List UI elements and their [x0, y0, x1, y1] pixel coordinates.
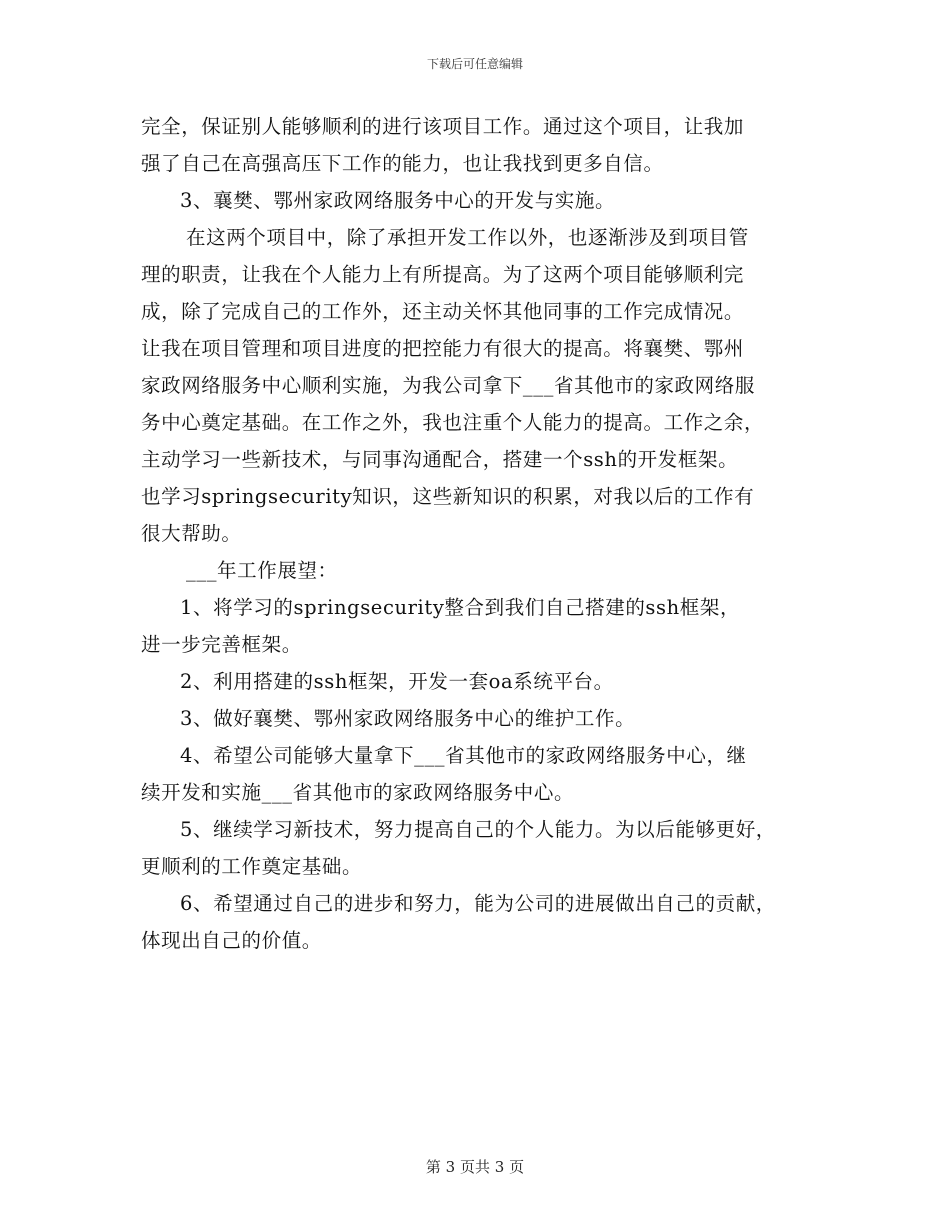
text-line: ___年工作展望：: [186, 559, 338, 582]
text-line: 主动学习一些新技术，与同事沟通配合，搭建一个ssh的开发框架。: [141, 448, 739, 471]
paragraph: [141, 219, 821, 552]
page-footer: 第 3 页共 3 页: [425, 1158, 525, 1176]
list-item: [141, 589, 821, 663]
text-line: 让我在项目管理和项目进度的把控能力有很大的提高。将襄樊、鄂州: [141, 337, 745, 360]
paragraph: [141, 108, 821, 182]
text-line: 续开发和实施___省其他市的家政网络服务中心。: [141, 781, 575, 804]
text-line: 进一步完善框架。: [141, 633, 302, 656]
text-line: 家政网络服务中心顺利实施，为我公司拿下___省其他市的家政网络服: [141, 374, 755, 397]
text-line: 2、利用搭建的ssh框架，开发一套oa系统平台。: [180, 670, 614, 693]
list-item: [141, 663, 821, 700]
document-body: [141, 108, 821, 959]
text-line: 强了自己在高强高压下工作的能力，也让我找到更多自信。: [141, 152, 664, 175]
text-line: 很大帮助。: [141, 522, 242, 545]
list-item: [141, 885, 821, 959]
text-line: 更顺利的工作奠定基础。: [141, 855, 363, 878]
page-header: 下载后可任意编辑: [426, 57, 523, 71]
text-line: 务中心奠定基础。在工作之外，我也注重个人能力的提高。工作之余，: [141, 411, 765, 434]
text-line: 在这两个项目中，除了承担开发工作以外，也逐渐涉及到项目管: [186, 226, 749, 249]
paragraph: [141, 182, 821, 219]
text-line: 3、做好襄樊、鄂州家政网络服务中心的维护工作。: [180, 707, 636, 730]
list-item: [141, 811, 821, 885]
text-line: 6、希望通过自己的进步和努力，能为公司的进展做出自己的贡献，: [180, 892, 776, 915]
text-line: 也学习springsecurity知识，这些新知识的积累，对我以后的工作有: [141, 485, 755, 508]
text-line: 4、希望公司能够大量拿下___省其他市的家政网络服务中心，继: [180, 744, 747, 767]
text-line: 完全，保证别人能够顺利的进行该项目工作。通过这个项目，让我加: [141, 115, 745, 138]
section-heading: [141, 552, 821, 589]
text-line: 成，除了完成自己的工作外，还主动关怀其他同事的工作完成情况。: [141, 300, 745, 323]
list-item: [141, 700, 821, 737]
text-line: 5、继续学习新技术，努力提高自己的个人能力。为以后能够更好，: [180, 818, 776, 841]
text-line: 理的职责，让我在个人能力上有所提高。为了这两个项目能够顺利完: [141, 263, 745, 286]
text-line: 1、将学习的springsecurity整合到我们自己搭建的ssh框架，: [180, 596, 741, 619]
list-item: [141, 737, 821, 811]
text-line: 体现出自己的价值。: [141, 929, 322, 952]
text-line: 3、襄樊、鄂州家政网络服务中心的开发与实施。: [180, 189, 616, 212]
